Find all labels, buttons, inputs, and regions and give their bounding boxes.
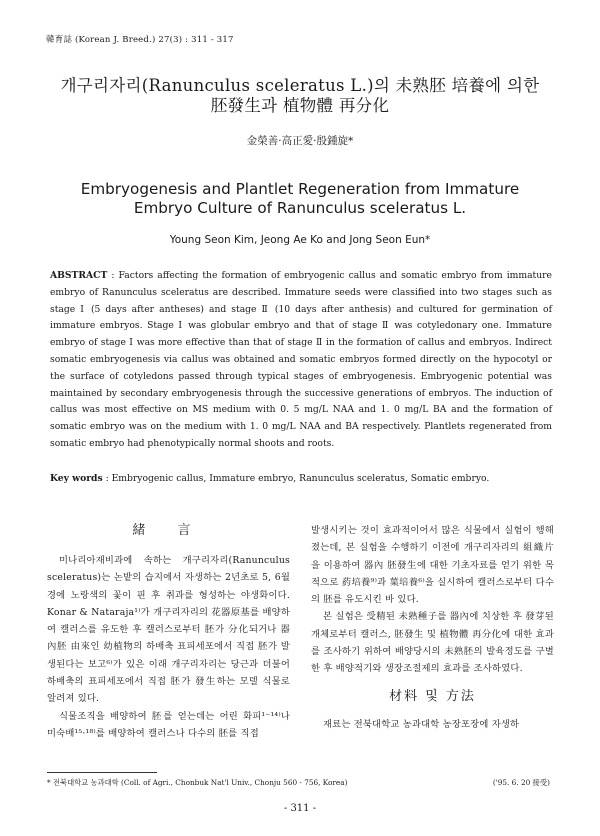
abstract bbox=[50, 268, 552, 453]
abstract-label: ABSTRACT bbox=[50, 270, 108, 281]
korean-title-line1: 개구리자리(Ranunculus sceleratus L.)의 未熟胚 培養에 의한 bbox=[60, 76, 540, 95]
keywords-text: : Embryogenic callus, Immature embryo, Ranunculus sceleratus, Somatic embryo. bbox=[105, 473, 490, 484]
english-authors: Young Seon Kim, Jeong Ae Ko and Jong Seon Eun* bbox=[169, 234, 431, 246]
keywords-label: Key words bbox=[50, 473, 103, 484]
english-title-line1: Embryogenesis and Plantlet Regeneration from Immature bbox=[80, 180, 520, 198]
english-title bbox=[20, 180, 580, 218]
keywords bbox=[50, 471, 552, 487]
received-date: ('95. 6. 20 接受) bbox=[492, 778, 550, 787]
affiliation-footnote: * 전북대학교 농과대학 (Coll. of Agri., Chonbuk Nat'l Univ., Chonju 560 - 756, Korea) bbox=[47, 778, 348, 787]
korean-title-line2: 胚發生과 植物體 再分化 bbox=[210, 96, 390, 115]
intro-paragraph-3: 발생시키는 것이 효과적이어서 많은 식물에서 실험이 행해졌는데, 본 실험을 수행하기 이전에 개구리자리의 組織片을 이용하여 器內 胚發生에 대한 기초자료를 얻기 위한 목적으로 葯培養⁹⁾과 葉培養⁶⁾을 실시하여 캘러스로부터 다수의 胚를 유도시킨 바 있다. bbox=[311, 525, 554, 606]
methods-heading: 材料 및 方法 bbox=[389, 688, 476, 704]
methods-paragraph-1: 재료는 전북대학교 농과대학 농장포장에 자생하 bbox=[323, 718, 520, 730]
korean-title bbox=[30, 76, 570, 116]
korean-authors: 金榮善·高正愛·殷鍾旋* bbox=[246, 135, 354, 147]
right-column bbox=[311, 522, 554, 733]
intro-paragraph-4: 본 실험은 受精된 未熟種子를 器內에 치상한 후 發芽된 개체로부터 캘러스, 胚發生 및 植物體 再分化에 대한 효과를 조사하기 위하여 배양당시의 未熟胚의 발육정도를 구별한 후 배양적기와 생장조절제의 효과를 조사하였다. bbox=[311, 611, 554, 675]
footnote-divider bbox=[47, 772, 157, 773]
journal-header: 韓育誌 (Korean J. Breed.) 27(3) : 311 - 317 bbox=[46, 35, 234, 45]
introduction-heading: 緒 言 bbox=[132, 523, 205, 538]
page-number: - 311 - bbox=[283, 803, 317, 814]
english-title-line2: Embryo Culture of Ranunculus sceleratus L. bbox=[133, 199, 467, 217]
left-column bbox=[47, 522, 290, 742]
intro-paragraph-1: 미나리아재비과에 속하는 개구리자리(Ranunculus sceleratus)는 논밭의 습지에서 자생하는 2년초로 5, 6월경에 노랑색의 꽃이 핀 후 취과를 형성하는 야생화이다. Konar & Nataraja¹⁾가 개구리자리의 花器原基를 배양하여 캘러스를 유도한 후 캘러스로부터 胚가 分化되거나 器內胚 由來인 幼植物의 하배축 표피세포에서 직접 胚가 발생된다는 보고⁶⁾가 있은 이래 개구리자리는 당근과 더불어 하배축의 표피세포에서 직접 胚가 發生하는 모델 식물로 알려져 있다. bbox=[47, 555, 290, 705]
intro-paragraph-2: 식물조직을 배양하여 胚를 얻는데는 어린 화피¹⁻¹⁴⁾나 미숙배¹⁵·¹⁸⁾를 배양하여 캘러스나 다수의 胚를 직접 bbox=[47, 710, 290, 739]
abstract-text: : Factors affecting the formation of embryogenic callus and somatic embryo from immature embryo of Ranunculus sceleratus are described. Immature seeds were classified into two stages such as stage Ⅰ (5 days after antheses) and stage Ⅱ (10 days after anthesis) and cultured for germination of immature embryos. Stage Ⅰ was globular embryo and that of stage Ⅱ was cotyledonary one. Immature embryo of stage Ⅰ was more effective than that of stage Ⅱ in the formation of callus and embryos. Indirect somatic embryogenesis via callus was obtained and somatic embryos formed directly on the hypocotyl or the surface of cotyledons passed through typical stages of embryogenesis. Embryogenic potential was maintained by secondary embryogenesis through the successive generations of embryos. The induction of callus was most effective on MS medium with 0. 5 mg/L NAA and 1. 0 mg/L BA and the formation of somatic embryo was on the medium with 1. 0 mg/L NAA and BA respectively. Plantlets regenerated from somatic embryo had phenotypically normal shoots and roots. bbox=[50, 270, 552, 449]
